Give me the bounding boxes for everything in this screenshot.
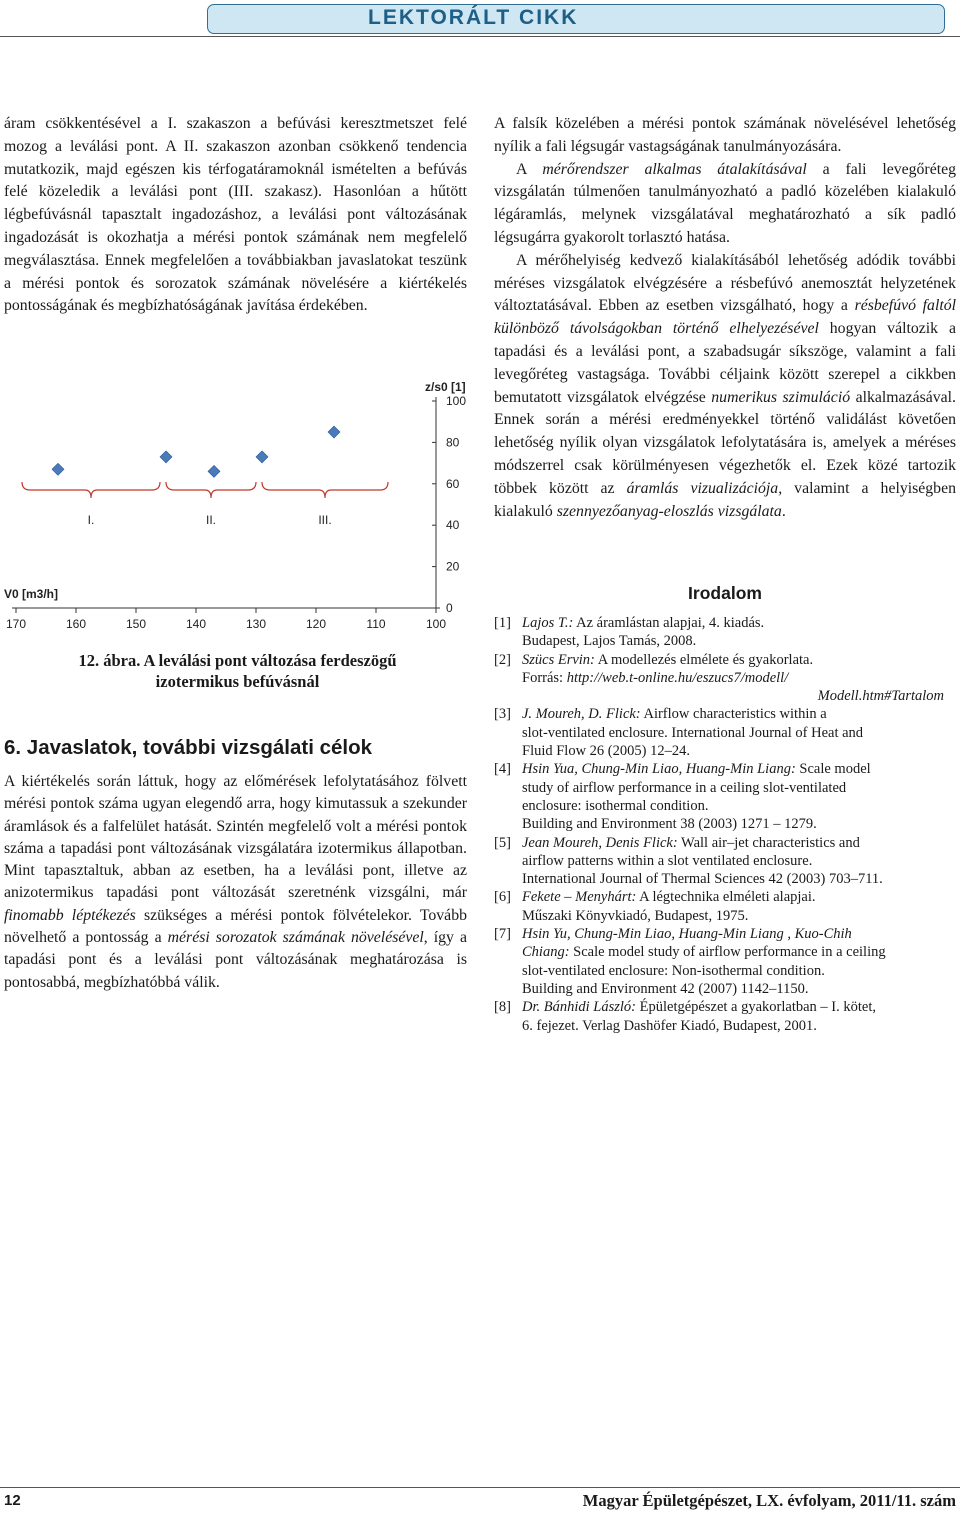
section-heading: 6. Javaslatok, további vizsgálati célok xyxy=(4,736,373,759)
reference-number: [7] xyxy=(494,926,511,943)
y-tick-label: 80 xyxy=(446,435,460,450)
y-tick-label: 100 xyxy=(446,394,467,408)
reference-number: [8] xyxy=(494,999,511,1016)
y-axis-label: z/s0 [1] xyxy=(425,380,466,394)
right-p3-em3: áramlás vizualizációja xyxy=(626,479,779,497)
section-brace xyxy=(22,482,160,498)
reference-item xyxy=(494,998,956,1035)
x-tick-label: 110 xyxy=(366,617,386,631)
reference-number: [6] xyxy=(494,889,511,906)
right-p3-c: alkalmazásával. Ennek során a mérési eredményekkel történő validálást követően lehetőség nyílik olyan vizsgálatok lefolytatására is, amelyek a méréses módszerrel csak körülményesen végezhetők el. Ezek közé tartozik többek között az xyxy=(494,388,956,497)
right-paragraph-2 xyxy=(494,159,956,250)
y-tick-label: 60 xyxy=(446,476,460,491)
right-p3-b: hogyan változik a tapadási és a leválási pont, a szabadsugár síkszöge, valamint a fali levegőréteg vastagsága. További céljaink között szerepel a cikkben bemutatott vizsgálatok elvégzése xyxy=(494,320,956,406)
right-p2-a: A xyxy=(516,160,527,178)
right-p3-em4: szennyezőanyag-eloszlás vizsgálata xyxy=(556,502,782,520)
section-label: I. xyxy=(87,513,95,527)
reference-body: Jean Moureh, Denis Flick: Wall air–jet characteristics and airflow patterns within a slot ventilated enclosure. International Journal of Thermal Sciences 42 (2003) 703–711. xyxy=(522,834,883,888)
section-brace xyxy=(166,482,256,498)
section-label: II. xyxy=(205,513,217,527)
reference-author: Fekete – Menyhárt: xyxy=(522,889,637,906)
section-6-em2: mérési sorozatok számának növelésével xyxy=(167,929,424,947)
reference-author: Dr. Bánhidi László: xyxy=(522,999,637,1016)
right-p3-d: , valamint a helyiségben kialakuló xyxy=(494,479,956,520)
section-6-body xyxy=(4,771,467,994)
x-tick-label: 160 xyxy=(65,617,87,631)
x-tick-label: 130 xyxy=(245,617,267,631)
figure-caption-line2: izotermikus befúvásnál xyxy=(155,672,320,691)
reference-item xyxy=(494,705,956,760)
header-title: LEKTORÁLT CIKK xyxy=(368,6,579,29)
reference-body: Hsin Yu, Chung-Min Liao, Huang-Min Liang , Kuo-Chih Chiang: Scale model study of airflow performance in a ceiling slot-ventilated enclosure: Non-isothermal condition. Building and Environment 42 (2007) 1142–1150. xyxy=(522,926,886,997)
right-p3-a: A mérőhelyiség kedvező kialakításából lehetőség adódik további méréses vizsgálatok elvégzésére a résbefúvó anemosztát helyzetének változtatásával. Ebben az esetben vizsgálható, hogy a xyxy=(494,251,956,315)
footer-rule xyxy=(0,1487,960,1488)
left-column xyxy=(4,113,467,318)
right-p2-em: mérőrendszer alkalmas átalakításával xyxy=(542,160,807,178)
right-p3-e: . xyxy=(781,502,786,520)
right-column xyxy=(494,113,956,523)
reference-item xyxy=(494,760,956,833)
chart-svg xyxy=(0,368,475,638)
reference-number: [1] xyxy=(494,615,511,631)
y-tick-label: 40 xyxy=(446,518,460,533)
figure-12-chart xyxy=(0,368,475,638)
data-point xyxy=(328,426,340,438)
right-paragraph-3 xyxy=(494,250,956,524)
x-tick-label: 170 xyxy=(5,617,27,631)
reference-body: Lajos T.: Az áramlástan alapjai, 4. kiadás. Budapest, Lajos Tamás, 2008. xyxy=(522,615,765,650)
reference-author: J. Moureh, D. Flick: xyxy=(522,706,641,723)
page-number: 12 xyxy=(4,1492,21,1509)
references-heading: Irodalom xyxy=(688,583,762,603)
reference-body: J. Moureh, D. Flick: Airflow characteristics within a slot-ventilated enclosure. International Journal of Heat and Fluid Flow 26 (2005) 12–24. xyxy=(522,706,864,760)
y-tick-label: 20 xyxy=(446,559,460,574)
reference-author: Lajos T.: xyxy=(522,615,574,631)
reference-item xyxy=(494,651,956,706)
section-6-text: A kiértékelés során láttuk, hogy az előmérések lefolytatásához fölvett mérési pontok száma ugyan elegendő arra, hogy kimutassuk a szekunder áramlások és a falfelület hatását. Szintén megfelelő volt a mérési pontok száma a tapadási pont változásának vizsgálatára izotermikus állapotban. Mint tapasztaltuk, abban az esetben, ha a leválási pont, illetve az anizotermikus tapadási pont változását szeretnénk vizsgálni, már xyxy=(4,773,467,902)
section-6-text-b: szükséges a mérési pontok fölvételekor. Tovább növelhető a pontosság a xyxy=(4,906,467,947)
section-brace xyxy=(262,482,388,498)
data-point xyxy=(208,465,220,477)
reference-author: Szücs Ervin: xyxy=(522,651,595,668)
right-p3-em2: numerikus szimuláció xyxy=(711,388,851,406)
reference-number: [2] xyxy=(494,651,511,668)
data-point xyxy=(160,451,172,463)
right-p2-b: a fali levegőréteg vizsgálatán túlmenően tanulmányozható a padló közelében kialakuló légáramlás, melynek vizsgálatával meghatározható a sík padló légsugárra gyakorolt torlasztó hatása. xyxy=(494,160,957,246)
section-label: III. xyxy=(318,513,332,527)
reference-number: [3] xyxy=(494,706,511,723)
data-point xyxy=(256,451,268,463)
x-tick-label: 100 xyxy=(425,617,447,631)
reference-body: Hsin Yua, Chung-Min Liao, Huang-Min Liang: Scale model study of airflow performance in a ceiling slot-ventilated enclosure: isothermal condition. Building and Environment 38 (2003) 1271 – 1279. xyxy=(522,761,871,833)
reference-author: Hsin Yua, Chung-Min Liao, Huang-Min Liang: xyxy=(522,761,796,778)
reference-number: [5] xyxy=(494,834,511,851)
reference-item xyxy=(494,888,956,925)
header-rule xyxy=(0,36,960,37)
references-list xyxy=(494,614,956,1035)
intro-paragraph: áram csökkentésével a I. szakaszon a befúvási keresztmetszet felé mozog a leválási pont. A II. szakaszon azonban csökkenő tendencia mutatkozik, majd egészen kis térfogatáramoknál ismételten a befúvás felé közeledik a leválási pont (III. szakasz). Hasonlóan a hűtött légbefúvásnál tapasztalt ingadozáshoz, a leválási pont változásának ingadozását is okozhatja a mérési pontok számának nem megfelelő megválasztása. Ennek megfelelően a továbbiakban javaslatokat teszünk a mérési pontok és sorozatok számának növelésére a kiértékelés pontosságának és megbízhatóságának javítása érdekében. xyxy=(4,115,467,315)
x-axis-label: V0 [m3/h] xyxy=(4,587,59,601)
x-tick-label: 140 xyxy=(185,617,207,631)
figure-caption xyxy=(0,650,475,692)
section-6-text-c: , így a tapadási pont és a leválási pont változásának meghatározása is pontosabbá, megbízhatóbbá válik. xyxy=(4,929,467,991)
reference-item xyxy=(494,834,956,889)
x-tick-label: 150 xyxy=(125,617,147,631)
x-tick-label: 120 xyxy=(305,617,327,631)
y-tick-label: 0 xyxy=(446,601,453,615)
reference-number: [4] xyxy=(494,761,511,778)
right-p3-em1: résbefúvó faltól különböző távolságokban történő elhelyezésével xyxy=(494,297,957,338)
section-6-em1: finomabb léptékezés xyxy=(4,906,136,924)
reference-body: Dr. Bánhidi László: Épületgépészet a gyakorlatban – I. kötet, 6. fejezet. Verlag Dashöfer Kiadó, Budapest, 2001. xyxy=(522,999,876,1034)
journal-name: Magyar Épületgépészet, LX. évfolyam, 2011/11. szám xyxy=(582,1491,956,1510)
right-paragraph-1: A falsík közelében a mérési pontok számának növelésével lehetőség nyílik a fali légsugár vastagságának tanulmányozására. xyxy=(494,115,956,155)
reference-item xyxy=(494,614,956,651)
reference-body: Fekete – Menyhárt: A légtechnika elméleti alapjai. Műszaki Könyvkiadó, Budapest, 1975. xyxy=(522,889,816,924)
data-point xyxy=(52,463,64,475)
reference-author: Hsin Yu, Chung-Min Liao, Huang-Min Liang , Kuo-Chih xyxy=(522,926,852,943)
reference-item xyxy=(494,925,956,998)
reference-author: Jean Moureh, Denis Flick: xyxy=(522,834,678,851)
reference-body: Szücs Ervin: A modellezés elmélete és gyakorlata. Forrás: http://web.t-online.hu/eszucs7/modell/ Modell.htm#Tartalom xyxy=(522,651,944,705)
figure-caption-line1: 12. ábra. A leválási pont változása ferdeszögű xyxy=(78,651,397,670)
